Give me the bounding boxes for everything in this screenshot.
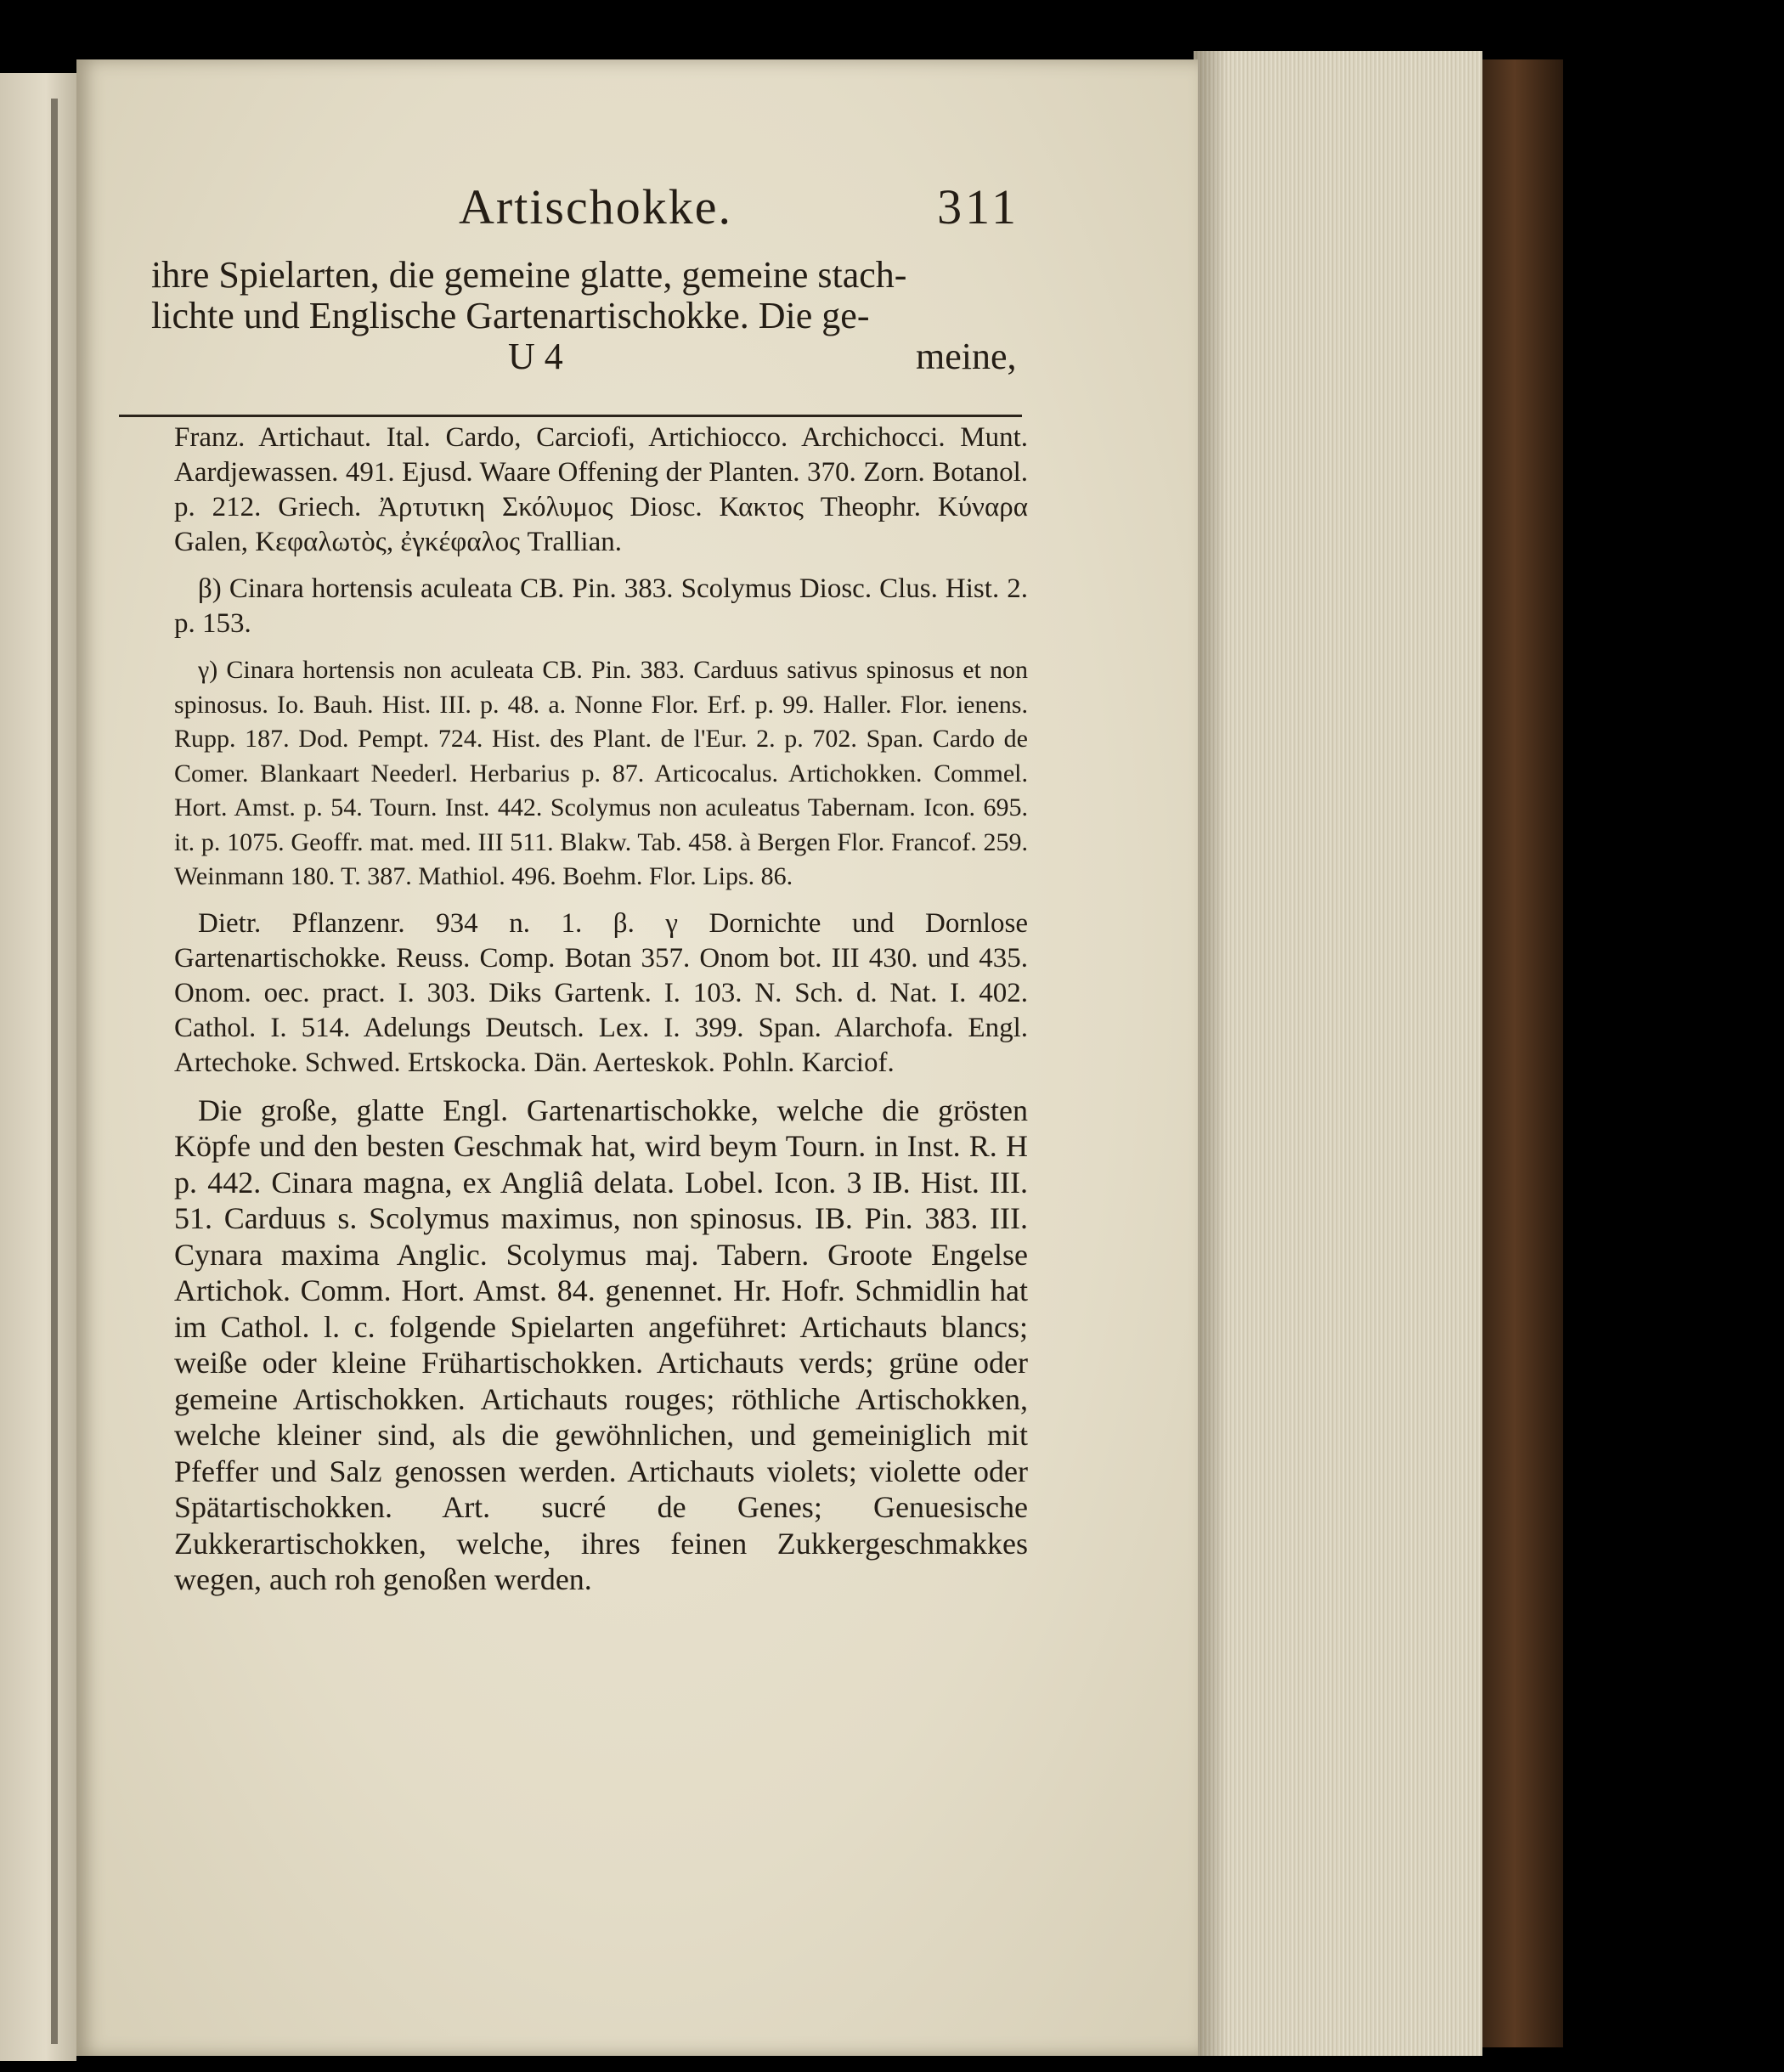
left-page-gutter	[51, 99, 58, 2044]
main-text-line: ihre Spielarten, die gemeine glatte, gemeine stach-	[151, 254, 907, 296]
book-cover-edge	[1482, 59, 1563, 2047]
footnote-paragraph: γ) Cinara hortensis non aculeata CB. Pin. 383. Carduus sativus spinosus et non spinosus. Io. Bauh. Hist. III. p. 48. a. Nonne Flor. Erf. p. 99. Haller. Flor. ienens. Rupp. 187. Dod. Pempt. 724. Hist. des Plant. de l'Eur. 2. p. 702. Span. Cardo de Comer. Blankaart Neederl. Herbarius p. 87. Articocalus. Artichokken. Commel. Hort. Amst. p. 54. Tourn. Inst. 442. Scolymus non aculeatus Tabernam. Icon. 695. it. p. 1075. Geoffr. mat. med. III 511. Blakw. Tab. 458. à Bergen Flor. Francof. 259. Weinmann 180. T. 387. Mathiol. 496. Boehm. Flor. Lips. 86.	[174, 656, 1028, 890]
footnote-rule	[119, 415, 1022, 417]
footnote-paragraph: Die große, glatte Engl. Gartenartischokke, welche die grösten Köpfe und den besten Geschmak hat, wird beym Tourn. in Inst. R. H p. 442. Cinara magna, ex Angliâ delata. Lobel. Icon. 3 IB. Hist. III. 51. Carduus s. Scolymus maximus, non spinosus. IB. Pin. 383. III. Cynara maxima Anglic. Scolymus maj. Tabern. Groote Engelse Artichok. Comm. Hort. Amst. 84. genennet. Hr. Hofr. Schmidlin hat im Cathol. l. c. folgende Spielarten angeführet: Artichauts blancs; weiße oder kleine Frühartischokken. Artichauts verds; grüne oder gemeine Artischokken. Artichauts rouges; röthliche Artischokken, welche kleiner sind, als die gewöhnlichen, und gemeiniglich mit Pfeffer und Salz genossen werden. Artichauts violets; violette oder Spätartischokken. Art. sucré de Genes; Genuesische Zukkerartischokken, welche, ihres feinen Zukkergeschmakkes wegen, auch roh genoßen werden.	[174, 1092, 1028, 1596]
page-number: 311	[937, 179, 1019, 234]
left-page-edge	[0, 73, 76, 2061]
signature-line	[151, 336, 1022, 377]
running-title: Artischokke.	[459, 179, 732, 234]
footnotes	[174, 421, 1028, 1610]
main-text-line: lichte und Englische Gartenartischokke. Die ge-	[151, 295, 870, 336]
running-header	[459, 178, 1019, 246]
footnote-paragraph: Franz. Artichaut. Ital. Cardo, Carciofi, Artichiocco. Archichocci. Munt. Aardjewassen. 491. Ejusd. Waare Offening der Planten. 370. Zorn. Botanol. p. 212. Griech. Ἀρτυτικη Σκόλυμος Diosc. Κακτος Theophr. Κύναρα Galen, Κεφαλωτὸς, ἐγκέφαλος Trallian.	[174, 422, 1028, 557]
main-text	[151, 255, 1022, 377]
signature-mark: U 4	[508, 336, 563, 377]
page-block-edges	[1194, 51, 1482, 2056]
catchword: meine,	[916, 336, 1017, 377]
footnote-paragraph: β) Cinara hortensis aculeata CB. Pin. 383. Scolymus Diosc. Clus. Hist. 2. p. 153.	[174, 573, 1028, 639]
footnote-paragraph: Dietr. Pflanzenr. 934 n. 1. β. γ Dornichte und Dornlose Gartenartischokke. Reuss. Comp. Botan 357. Onom bot. III 430. und 435. Onom. oec. pract. I. 303. Diks Gartenk. I. 103. N. Sch. d. Nat. I. 402. Cathol. I. 514. Adelungs Deutsch. Lex. I. 399. Span. Alarchofa. Engl. Artechoke. Schwed. Ertskocka. Dän. Aerteskok. Pohln. Karciof.	[174, 907, 1028, 1078]
